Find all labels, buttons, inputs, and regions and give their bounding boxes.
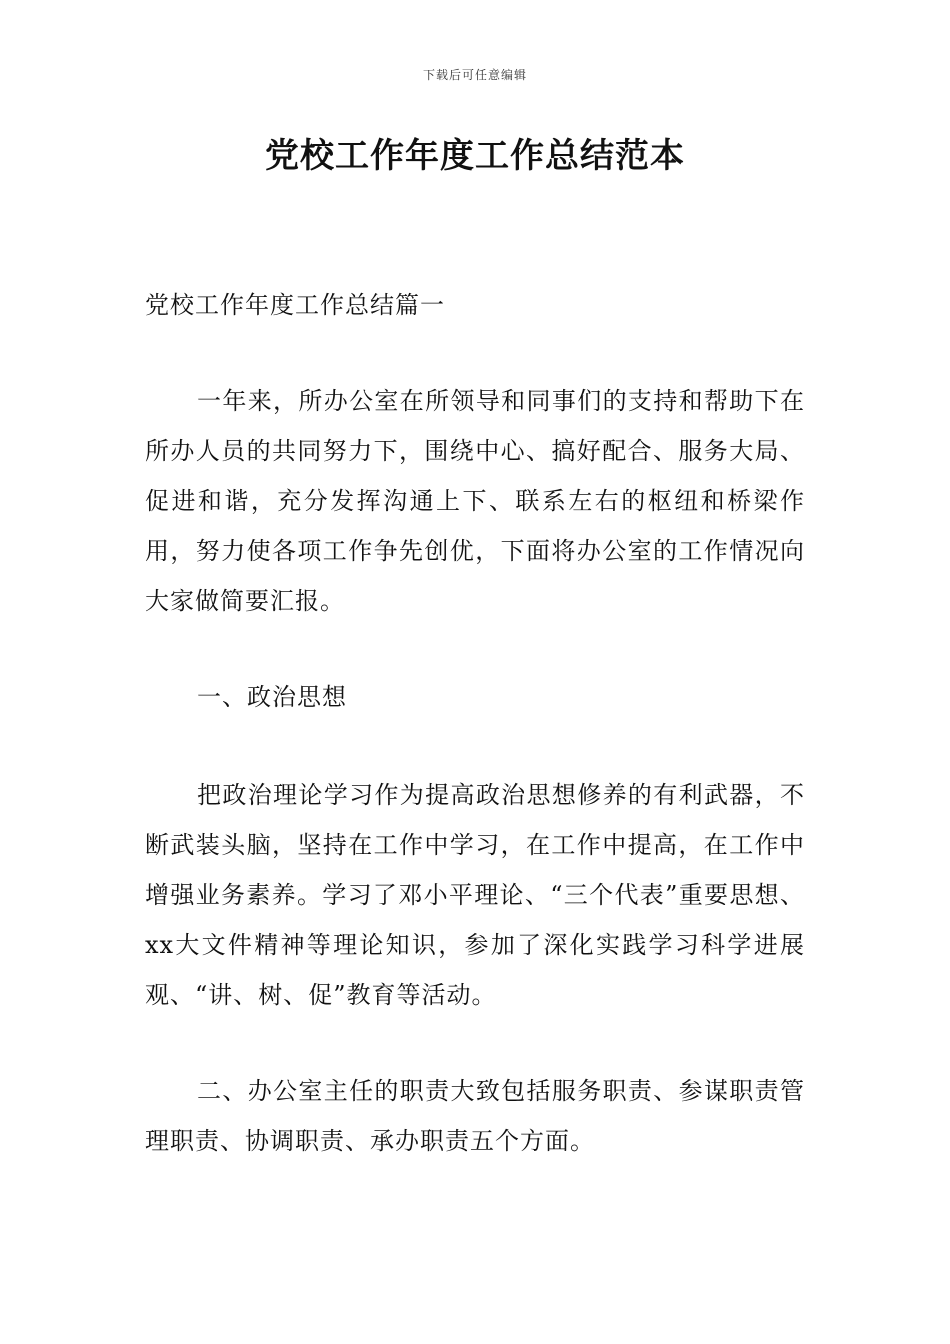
duties-paragraph: 二、办公室主任的职责大致包括服务职责、参谋职责管理职责、协调职责、承办职责五个方面。 [145,1077,805,1155]
heading-political-thought: 一、政治思想 [197,683,347,711]
intro-paragraph: 一年来，所办公室在所领导和同事们的支持和帮助下在所办人员的共同努力下，围绕中心、搞好配合、服务大局、促进和谐，充分发挥沟通上下、联系左右的枢纽和桥梁作用，努力使各项工作争先创优，下面将办公室的工作情况向大家做简要汇报。 [145,387,805,615]
section-title: 党校工作年度工作总结篇一 [145,291,445,319]
document-title: 党校工作年度工作总结范本 [265,136,685,176]
header-note: 下载后可任意编辑 [422,68,527,82]
politics-paragraph: 把政治理论学习作为提高政治思想修养的有利武器，不断武装头脑，坚持在工作中学习，在工作中提高，在工作中增强业务素养。学习了邓小平理论、“三个代表”重要思想、xx大文件精神等理论知识，参加了深化实践学习科学进展观、“讲、树、促”教育等活动。 [145,781,805,1009]
